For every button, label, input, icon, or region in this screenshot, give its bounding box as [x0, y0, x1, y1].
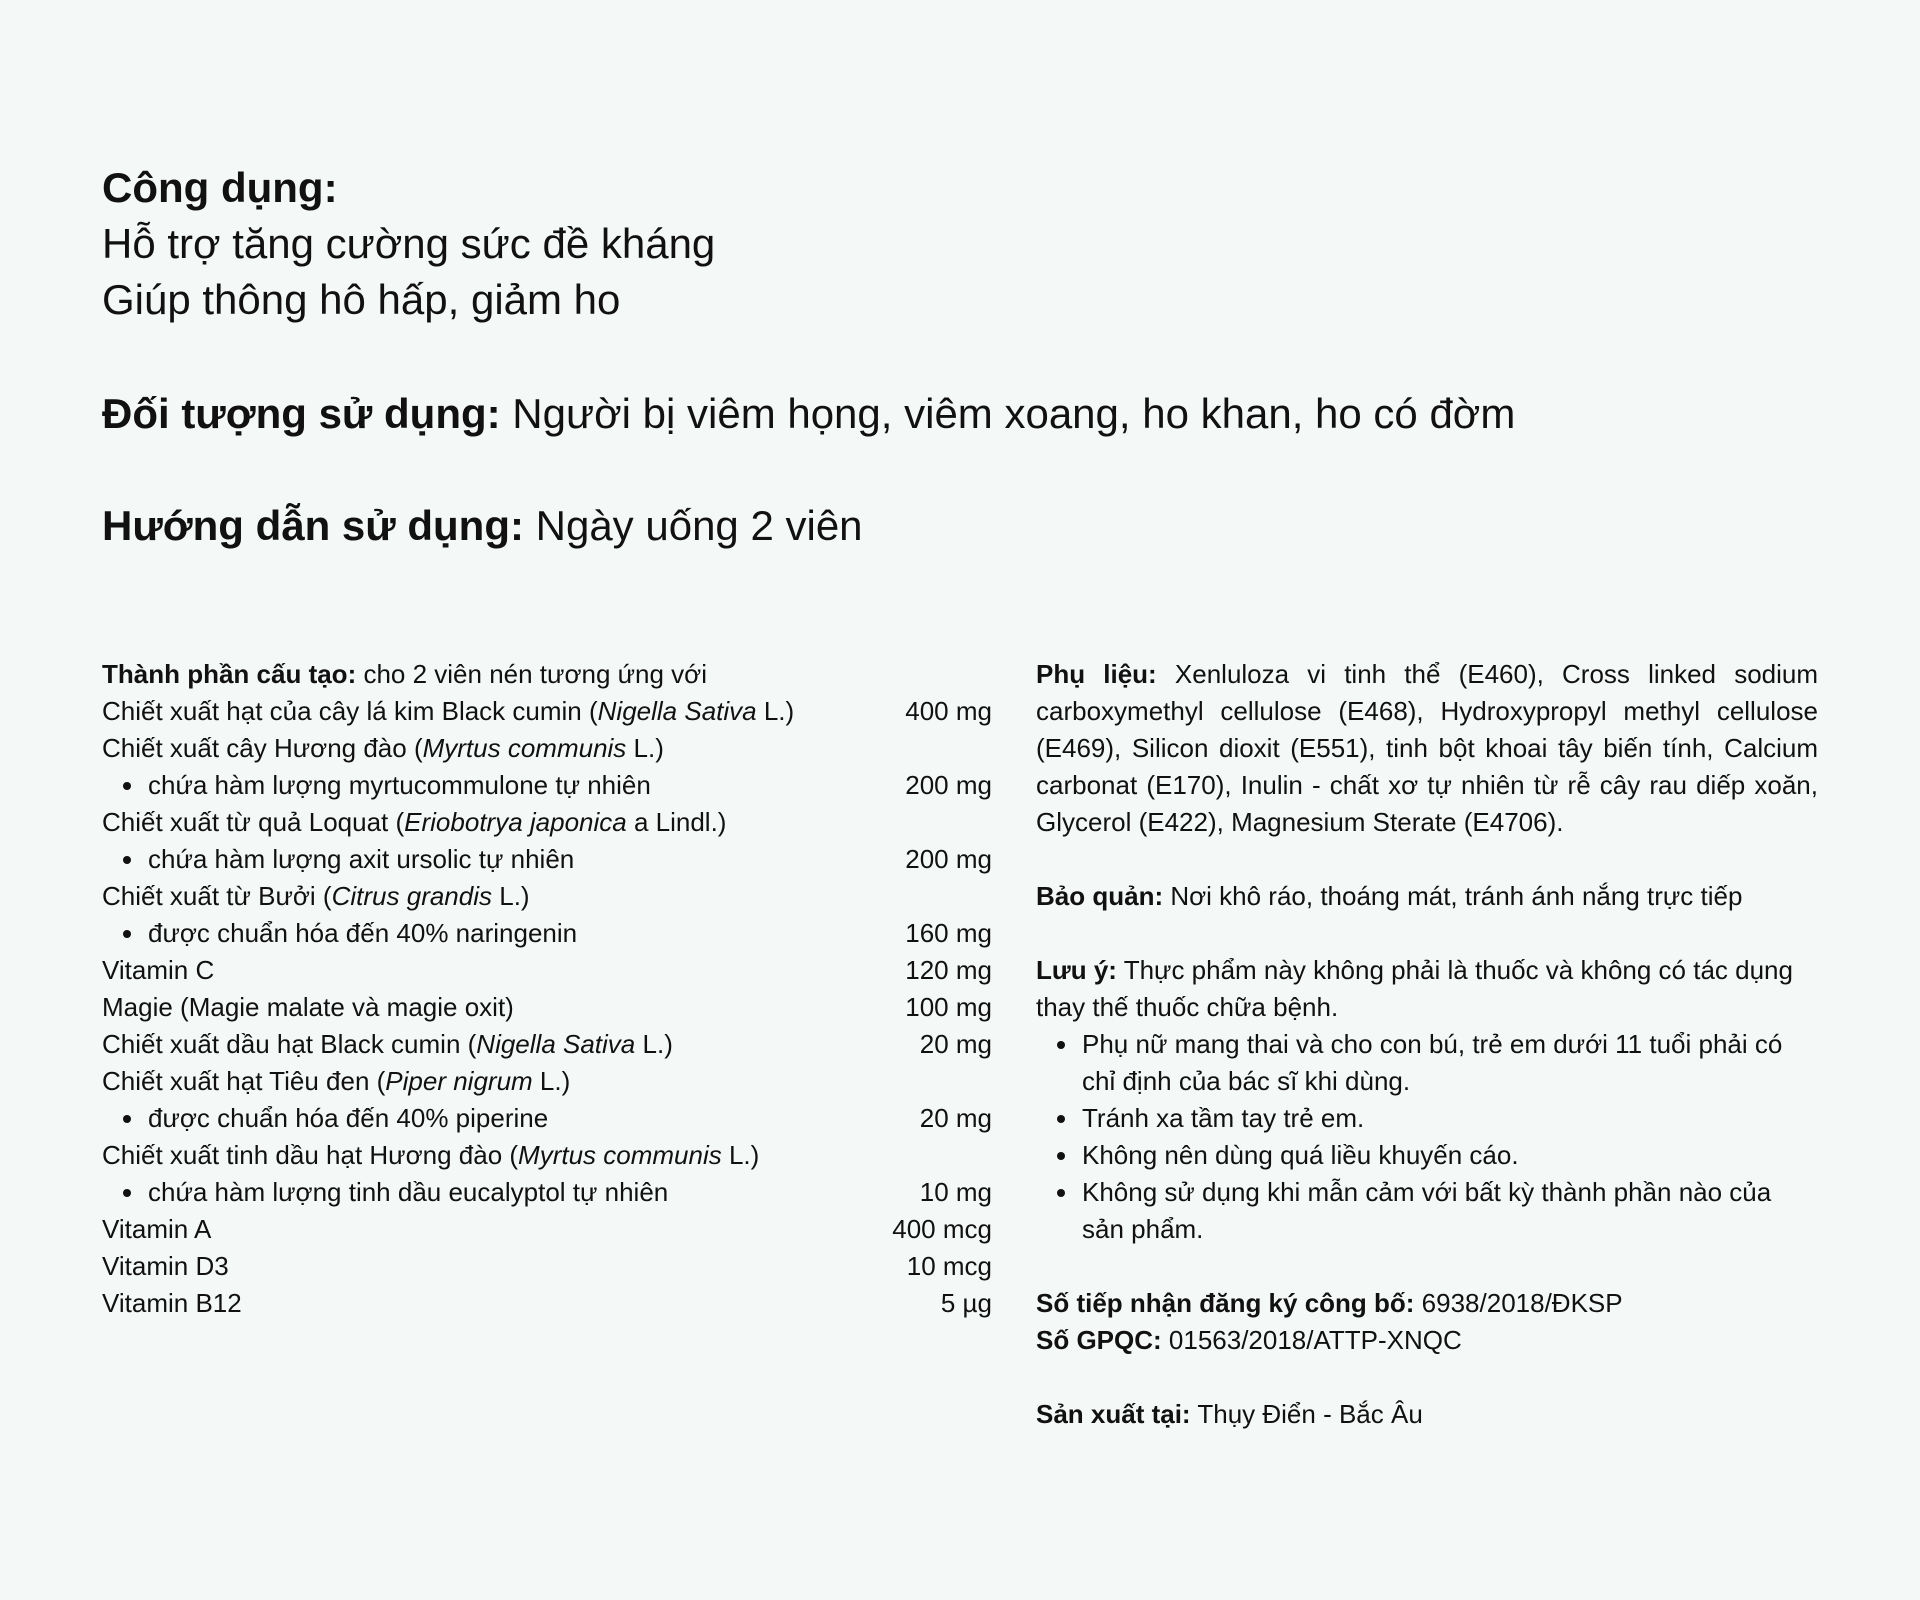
- ingredient-amount: 20 mg: [919, 1103, 992, 1133]
- header-section: [102, 160, 1802, 554]
- ingredient-name: Chiết xuất cây Hương đào (Myrtus communis L.): [102, 733, 664, 763]
- composition-heading: Thành phần cấu tạo: cho 2 viên nén tương ứng với: [102, 659, 708, 689]
- note-item: Không nên dùng quá liều khuyến cáo.: [1036, 1137, 1818, 1174]
- composition-row: [102, 693, 992, 730]
- latin-name: Eriobotrya japonica: [404, 807, 627, 837]
- note-list: [1036, 1026, 1818, 1248]
- ingredient-name: Chiết xuất dầu hạt Black cumin (Nigella Sativa L.): [102, 1029, 673, 1059]
- composition-section: [102, 656, 992, 1322]
- composition-subrow: [102, 767, 992, 804]
- ingredient-amount: 120 mg: [905, 955, 992, 985]
- ingredient-amount: 200 mg: [905, 844, 992, 874]
- ingredient-name: Chiết xuất từ quả Loquat (Eriobotrya japonica a Lindl.): [102, 807, 727, 837]
- ingredient-name: Chiết xuất tinh dầu hạt Hương đào (Myrtus communis L.): [102, 1140, 760, 1170]
- registration-number: Số tiếp nhận đăng ký công bố: 6938/2018/ĐKSP: [1036, 1288, 1623, 1318]
- composition-row: [102, 1211, 992, 1248]
- composition-subrow: [102, 841, 992, 878]
- latin-name: Piper nigrum: [385, 1066, 533, 1096]
- composition-row: [102, 804, 992, 841]
- ingredient-name: chứa hàm lượng myrtucommulone tự nhiên: [102, 767, 651, 804]
- ingredient-amount: 5 µg: [940, 1288, 992, 1318]
- ingredient-amount: 400 mcg: [892, 1214, 992, 1244]
- ingredient-amount: 10 mcg: [906, 1251, 992, 1281]
- note-item: Tránh xa tầm tay trẻ em.: [1036, 1100, 1818, 1137]
- latin-name: Nigella Sativa: [597, 696, 757, 726]
- ingredient-name: Vitamin C: [102, 955, 215, 985]
- ingredient-amount: 400 mg: [905, 696, 992, 726]
- latin-name: Myrtus communis: [518, 1140, 722, 1170]
- ingredient-name: Chiết xuất từ Bưởi (Citrus grandis L.): [102, 881, 530, 911]
- composition-row: [102, 730, 992, 767]
- composition-subrow: [102, 1100, 992, 1137]
- uses-line-1: Hỗ trợ tăng cường sức đề kháng: [102, 220, 716, 267]
- composition-row: [102, 1026, 992, 1063]
- ingredient-amount: 10 mg: [919, 1177, 992, 1207]
- composition-row: [102, 1063, 992, 1100]
- ingredient-name: Chiết xuất hạt của cây lá kim Black cumin (Nigella Sativa L.): [102, 696, 795, 726]
- composition-row: [102, 1285, 992, 1322]
- ingredient-name: Magie (Magie malate và magie oxit): [102, 992, 514, 1022]
- ingredient-name: được chuẩn hóa đến 40% piperine: [102, 1100, 548, 1137]
- uses-label: Công dụng:: [102, 164, 338, 211]
- target-users: Đối tượng sử dụng: Người bị viêm họng, viêm xoang, ho khan, ho có đờm: [102, 390, 1516, 437]
- ingredient-name: Chiết xuất hạt Tiêu đen (Piper nigrum L.): [102, 1066, 571, 1096]
- note: Lưu ý: Thực phẩm này không phải là thuốc và không có tác dụng thay thế thuốc chữa bệnh.: [1036, 955, 1793, 1022]
- composition-row: [102, 1137, 992, 1174]
- usage-instructions: Hướng dẫn sử dụng: Ngày uống 2 viên: [102, 502, 863, 549]
- ingredient-amount: 20 mg: [919, 1029, 992, 1059]
- latin-name: Myrtus communis: [422, 733, 627, 763]
- excipients: Phụ liệu: Xenluloza vi tinh thể (E460), Cross linked sodium carboxymethyl cellulose (E468), Hydroxypropyl methyl cellulose (E469), Silicon dioxit (E551), tinh bột khoai tây biến tính, Calcium carbonat (E170), Inulin - chất xơ tự nhiên từ rễ cây rau diếp xoăn, Glycerol (E422), Magnesium Sterate (E4706).: [1036, 659, 1819, 837]
- origin: Sản xuất tại: Thụy Điển - Bắc Âu: [1036, 1399, 1423, 1429]
- composition-row: [102, 952, 992, 989]
- composition-table: [102, 693, 992, 1322]
- ingredient-name: Vitamin A: [102, 1214, 212, 1244]
- uses-line-2: Giúp thông hô hấp, giảm ho: [102, 276, 621, 323]
- ingredient-name: Vitamin B12: [102, 1288, 242, 1318]
- composition-row: [102, 1248, 992, 1285]
- ingredient-amount: 100 mg: [905, 992, 992, 1022]
- ingredient-name: chứa hàm lượng axit ursolic tự nhiên: [102, 841, 574, 878]
- note-item: Phụ nữ mang thai và cho con bú, trẻ em dưới 11 tuổi phải có chỉ định của bác sĩ khi dùng.: [1036, 1026, 1818, 1100]
- latin-name: Nigella Sativa: [476, 1029, 636, 1059]
- details-section: [1036, 656, 1818, 1433]
- latin-name: Citrus grandis: [331, 881, 493, 911]
- composition-subrow: [102, 915, 992, 952]
- ingredient-name: Vitamin D3: [102, 1251, 229, 1281]
- composition-subrow: [102, 1174, 992, 1211]
- note-item: Không sử dụng khi mẫn cảm với bất kỳ thành phần nào của sản phẩm.: [1036, 1174, 1818, 1248]
- ingredient-amount: 160 mg: [905, 918, 992, 948]
- ingredient-name: chứa hàm lượng tinh dầu eucalyptol tự nhiên: [102, 1174, 668, 1211]
- composition-row: [102, 989, 992, 1026]
- composition-row: [102, 878, 992, 915]
- ingredient-amount: 200 mg: [905, 770, 992, 800]
- ingredient-name: được chuẩn hóa đến 40% naringenin: [102, 915, 577, 952]
- storage: Bảo quản: Nơi khô ráo, thoáng mát, tránh ánh nắng trực tiếp: [1036, 881, 1743, 911]
- gpqc-number: Số GPQC: 01563/2018/ATTP-XNQC: [1036, 1325, 1462, 1355]
